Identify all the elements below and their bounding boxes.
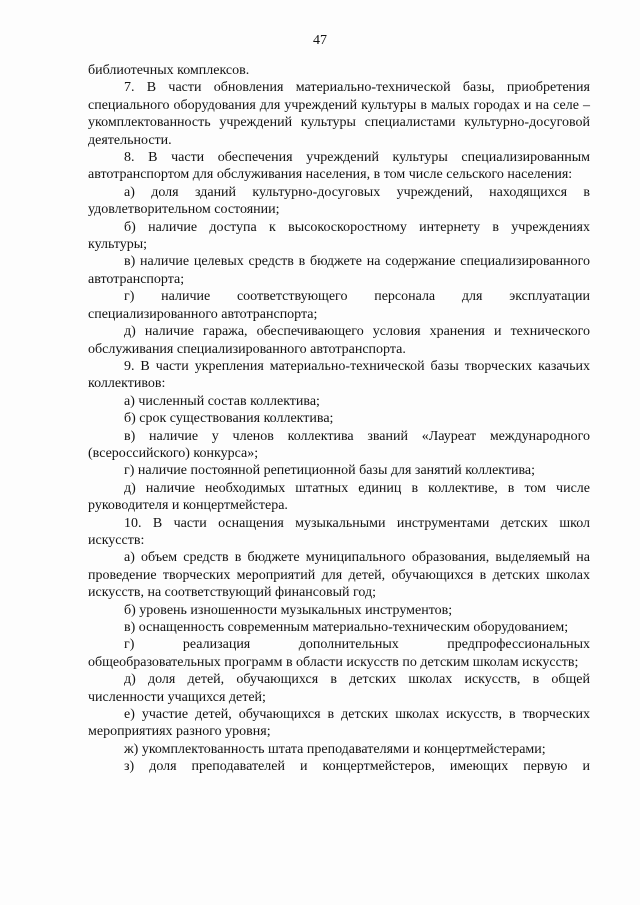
paragraph: г) наличие постоянной репетиционной базы для занятий коллектива;	[124, 463, 536, 479]
paragraph: г) реализация дополнительных предпрофессиональных общеобразовательных программ в области искусств по детским школам искусств;	[88, 637, 590, 670]
paragraph: б) уровень изношенности музыкальных инструментов;	[124, 602, 453, 618]
paragraph: ж) укомплектованность штата преподавателями и концертмейстерами;	[124, 741, 546, 757]
paragraph: е) участие детей, обучающихся в детских школах искусств, в творческих мероприятиях разного уровня;	[88, 707, 590, 740]
paragraph: 10. В части оснащения музыкальными инструментами детских школ искусств:	[88, 515, 590, 548]
paragraph: д) наличие гаража, обеспечивающего условия хранения и технического обслуживания специализированного автотранспорта.	[88, 324, 590, 357]
paragraph: г) наличие соответствующего персонала для эксплуатации специализированного автотранспорта;	[88, 289, 590, 322]
paragraph: в) наличие целевых средств в бюджете на содержание специализированного автотранспорта;	[88, 254, 590, 287]
page-number: 47	[313, 33, 327, 48]
paragraph: д) доля детей, обучающихся в детских школах искусств, в общей численности учащихся детей;	[88, 672, 590, 705]
paragraph: библиотечных комплексов.	[88, 63, 250, 78]
paragraph: д) наличие необходимых штатных единиц в коллективе, в том числе руководителя и концертмейстера.	[88, 480, 590, 514]
paragraph: в) наличие у членов коллектива званий «Лауреат международного (всероссийского) конкурса»;	[88, 428, 590, 461]
document-body	[88, 62, 590, 776]
paragraph: б) срок существования коллектива;	[124, 411, 334, 427]
paragraph: в) оснащенность современным материально-техническим оборудованием;	[124, 620, 569, 635]
paragraph: а) численный состав коллектива;	[124, 393, 320, 409]
paragraph: 8. В части обеспечения учреждений культуры специализированным автотранспортом для обслуживания населения, в том числе сельского населения:	[88, 150, 590, 183]
paragraph: б) наличие доступа к высокоскоростному интернету в учреждениях культуры;	[88, 219, 590, 253]
paragraph: з) доля преподавателей и концертмейстеров, имеющих первую и	[124, 759, 590, 775]
paragraph: а) доля зданий культурно-досуговых учреждений, находящихся в удовлетворительном состоянии;	[88, 184, 590, 218]
paragraph: 9. В части укрепления материально-технической базы творческих казачьих коллективов:	[88, 358, 590, 392]
paragraph: 7. В части обновления материально-технической базы, приобретения специального оборудования для учреждений культуры в малых городах и на селе – укомплектованность учреждений культуры специалистами культурно-досуговой деятельности.	[88, 80, 590, 148]
paragraph: а) объем средств в бюджете муниципального образования, выделяемый на проведение творческих мероприятий для детей, обучающихся в детских школах искусств, на соответствующий финансовый год;	[88, 550, 590, 601]
